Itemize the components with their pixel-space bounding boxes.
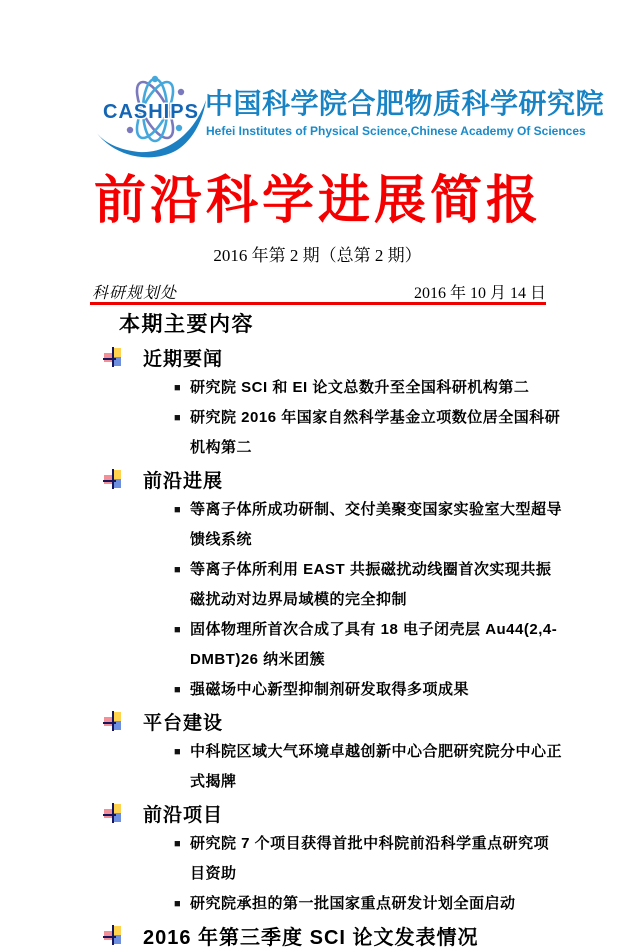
square-bullet-icon: ■ xyxy=(174,624,182,636)
square-bullet-icon: ■ xyxy=(174,746,182,758)
item-text: 研究院 2016 年国家自然科学基金立项数位居全国科研机构第二 xyxy=(190,409,561,456)
section-heading-row xyxy=(0,463,635,495)
list-item xyxy=(0,403,635,463)
section-heading: 平台建设 xyxy=(143,712,224,734)
section-heading: 近期要闻 xyxy=(143,348,224,370)
section-heading-row xyxy=(0,797,635,829)
section-heading-row xyxy=(0,705,635,737)
contents-list xyxy=(0,309,635,951)
section-heading-row xyxy=(0,341,635,373)
item-text: 研究院 7 个项目获得首批中科院前沿科学重点研究项目资助 xyxy=(190,835,550,882)
org-name-zh: 中国科学院合肥物质科学研究院 xyxy=(205,88,605,119)
org-name-en: Hefei Institutes of Physical Science,Chinese Academy Of Sciences xyxy=(206,124,586,138)
list-item xyxy=(0,615,635,675)
item-text: 等离子体所成功研制、交付美聚变国家实验室大型超导馈线系统 xyxy=(190,501,563,548)
item-text: 固体物理所首次合成了具有 18 电子闭壳层 Au44(2,4-DMBT)26 纳米团簇 xyxy=(190,621,558,668)
section-heading: 2016 年第三季度 SCI 论文发表情况 xyxy=(143,926,479,949)
header-divider-rule xyxy=(90,302,546,305)
item-text: 研究院承担的第一批国家重点研发计划全面启动 xyxy=(190,895,516,912)
issue-date: 2016 年 10 月 14 日 xyxy=(413,285,546,302)
colored-cross-bullet-icon xyxy=(104,712,122,730)
list-item xyxy=(0,373,635,403)
square-bullet-icon: ■ xyxy=(174,382,182,394)
list-item xyxy=(0,737,635,797)
item-text: 中科院区域大气环境卓越创新中心合肥研究院分中心正式揭牌 xyxy=(190,743,563,790)
list-item xyxy=(0,555,635,615)
square-bullet-icon: ■ xyxy=(174,504,182,516)
item-text: 强磁场中心新型抑制剂研发取得多项成果 xyxy=(190,681,470,698)
square-bullet-icon: ■ xyxy=(174,684,182,696)
colored-cross-bullet-icon xyxy=(104,926,122,944)
square-bullet-icon: ■ xyxy=(174,898,182,910)
logo-acronym-text: CASHIPS xyxy=(103,101,199,123)
square-bullet-icon: ■ xyxy=(174,412,182,424)
issuing-department: 科研规划处 xyxy=(92,283,178,302)
contents-title: 本期主要内容 xyxy=(119,313,254,336)
square-bullet-icon: ■ xyxy=(174,564,182,576)
list-item xyxy=(0,889,635,919)
colored-cross-bullet-icon xyxy=(104,348,122,366)
colored-cross-bullet-icon xyxy=(104,804,122,822)
caships-atom-logo-icon xyxy=(93,70,208,170)
list-item xyxy=(0,829,635,889)
section-heading: 前沿进展 xyxy=(143,470,224,492)
item-text: 研究院 SCI 和 EI 论文总数升至全国科研机构第二 xyxy=(190,379,530,396)
item-text: 等离子体所利用 EAST 共振磁扰动线圈首次实现共振磁扰动对边界局域模的完全抑制 xyxy=(190,561,552,608)
issue-line: 2016 年第 2 期（总第 2 期） xyxy=(213,246,422,265)
list-item xyxy=(0,495,635,555)
list-item xyxy=(0,675,635,705)
section-heading-row xyxy=(0,919,635,951)
bulletin-title: 前沿科学进展简报 xyxy=(93,173,542,230)
colored-cross-bullet-icon xyxy=(104,470,122,488)
section-heading: 前沿项目 xyxy=(143,804,224,826)
meta-row xyxy=(92,280,546,303)
square-bullet-icon: ■ xyxy=(174,838,182,850)
